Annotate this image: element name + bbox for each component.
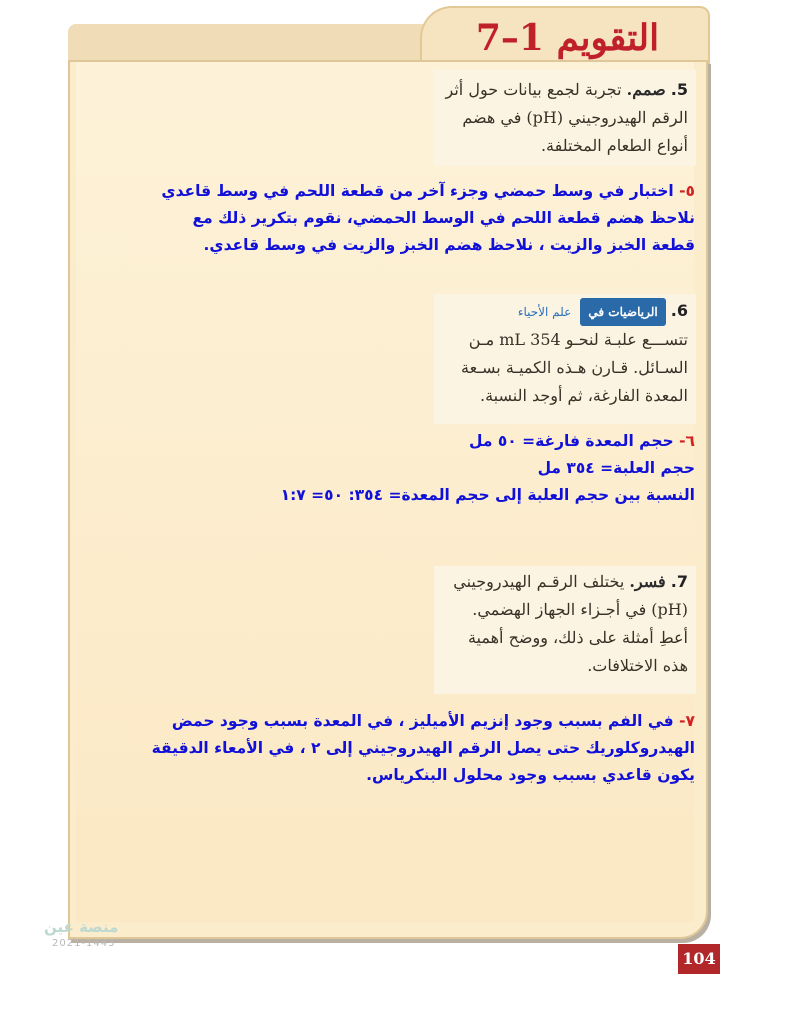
watermark-logo: منصة عين [44, 918, 119, 936]
question-5-line-2: الرقم الهيدروجيني (pH) في هضم [462, 108, 688, 127]
question-verb: صمم. [626, 80, 666, 99]
tag-subject: علم الأحياء [517, 305, 572, 319]
question-text: تجربة لجمع بيانات حول أثر [445, 80, 622, 99]
answer-7 [150, 708, 695, 789]
answer-6-line-1 [230, 428, 695, 455]
question-6-box [434, 294, 696, 424]
answer-5 [160, 178, 695, 259]
header-tab-bar [68, 24, 453, 64]
question-number: 6. [670, 301, 688, 320]
question-7-box [434, 566, 696, 694]
watermark-year: 2021-1443 [52, 938, 116, 949]
answer-6-line-3: النسبة بين حجم العلبة إلى حجم المعدة= ٣٥٤: ٥٠= ١:٧ [280, 486, 695, 504]
question-verb: فسر. [629, 572, 666, 591]
question-5-line-1 [434, 76, 688, 104]
question-7-line-2: (pH) في أجـزاء الجهاز الهضمي. [472, 600, 688, 619]
answer-number: ٧- [679, 712, 695, 730]
answer-number: ٦- [679, 432, 695, 450]
question-number: 7. [670, 572, 688, 591]
answer-number: ٥- [679, 182, 695, 200]
page-title: التقويم 1–7 [475, 17, 660, 59]
question-6-line-1: تتســـع علبـة لنحـو 354 mL مـن [468, 330, 688, 349]
page-number-badge: 104 [678, 944, 720, 974]
question-5-line-3: أنواع الطعام المختلفة. [540, 136, 688, 155]
question-6-line-2: السـائل. قـارن هـذه الكميـة بسـعة [461, 358, 688, 377]
answer-text: في الفم بسبب وجود إنزيم الأميليز ، في المعدة بسبب وجود حمض الهيدروكلوريك حتى يصل الرقم الهيدروجيني إلى ٢ ، في الأمعاء الدقيقة يكون قاعدي بسبب وجود محلول البنكرياس. [151, 712, 695, 784]
question-6-header [434, 298, 688, 326]
question-7-line-3: أعطِ أمثلة على ذلك، ووضح أهمية [467, 628, 688, 647]
question-7-line-4: هذه الاختلافات. [587, 656, 688, 675]
answer-6 [230, 428, 695, 509]
question-text: يختلف الرقـم الهيدروجيني [453, 572, 625, 591]
question-5-box [434, 70, 696, 166]
math-in-biology-tag: الرياضيات في [580, 298, 665, 326]
question-6-line-3: المعدة الفارغة، ثم أوجد النسبة. [479, 386, 688, 405]
question-7-line-1 [434, 568, 688, 596]
answer-text: حجم المعدة فارغة= ٥٠ مل [469, 432, 674, 450]
answer-text: اختبار في وسط حمضي وجزء آخر من قطعة اللحم في وسط قاعدي نلاحظ هضم قطعة اللحم في الوسط الحمضي، نقوم بتكرير ذلك مع قطعة الخبز والزيت ، نلاحظ هضم الخبز والزيت في وسط قاعدي. [161, 182, 695, 254]
question-number: 5. [670, 80, 688, 99]
answer-6-line-2: حجم العلبة= ٣٥٤ مل [537, 459, 695, 477]
